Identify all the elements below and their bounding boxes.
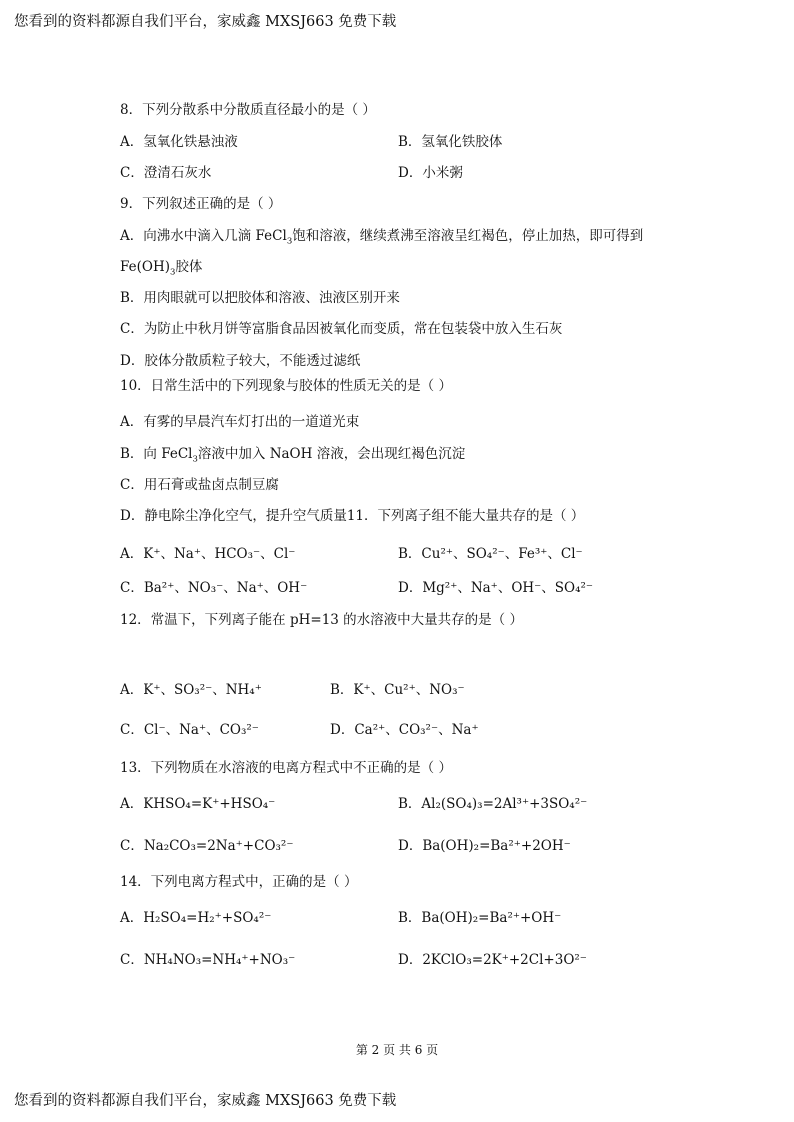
q12-option-b: B．K⁺、Cu²⁺、NO₃⁻ (330, 682, 465, 698)
page-number: 第 2 页 共 6 页 (355, 1043, 439, 1057)
q8-option-a: A．氢氧化铁悬浊液 (120, 134, 238, 150)
bottom-banner: 您看到的资料都源自我们平台，家威鑫 MXSJ663 免费下载 (14, 1093, 397, 1109)
q9-option-a2-pre: Fe(OH) (120, 259, 170, 275)
q10-option-b-sub: 3 (192, 454, 198, 465)
q13-option-c: C．Na₂CO₃=2Na⁺+CO₃²⁻ (120, 838, 294, 854)
q8-option-d: D．小米粥 (398, 165, 463, 181)
q10-option-b (120, 445, 465, 463)
q13-option-d: D．Ba(OH)₂=Ba²⁺+2OH⁻ (398, 838, 571, 854)
q14-option-b: B．Ba(OH)₂=Ba²⁺+OH⁻ (398, 910, 562, 926)
q9-stem: 9．下列叙述正确的是（ ） (120, 196, 282, 212)
q14-option-a: A．H₂SO₄=H₂⁺+SO₄²⁻ (120, 910, 272, 926)
q9-option-a-sub: 3 (286, 236, 293, 247)
q14-option-c: C．NH₄NO₃=NH₄⁺+NO₃⁻ (120, 952, 296, 968)
q10-option-c: C．用石膏或盐卤点制豆腐 (120, 477, 279, 493)
q11-option-d: D．Mg²⁺、Na⁺、OH⁻、SO₄²⁻ (398, 580, 594, 596)
q12-option-a: A．K⁺、SO₃²⁻、NH₄⁺ (120, 682, 262, 698)
q12-option-c: C．Cl⁻、Na⁺、CO₃²⁻ (120, 722, 259, 738)
q10-stem: 10．日常生活中的下列现象与胶体的性质无关的是（ ） (120, 378, 452, 394)
q9-option-a2-sub: 3 (170, 267, 176, 278)
q13-option-a: A．KHSO₄=K⁺+HSO₄⁻ (120, 796, 276, 812)
q9-option-d: D．胶体分散质粒子较大，不能透过滤纸 (120, 353, 361, 369)
q12-option-d: D．Ca²⁺、CO₃²⁻、Na⁺ (330, 722, 479, 738)
q9-option-c: C．为防止中秋月饼等富脂食品因被氧化而变质，常在包装袋中放入生石灰 (120, 321, 563, 337)
q10-option-b-pre: B．向 FeCl (120, 446, 193, 462)
q14-option-d: D．2KClO₃=2K⁺+2Cl+3O²⁻ (398, 952, 587, 968)
q9-option-a-pre: A．向沸水中滴入几滴 FeCl (120, 228, 287, 244)
q11-option-c: C．Ba²⁺、NO₃⁻、Na⁺、OH⁻ (120, 580, 308, 596)
q11-option-b: B．Cu²⁺、SO₄²⁻、Fe³⁺、Cl⁻ (398, 546, 583, 562)
q12-stem: 12．常温下，下列离子能在 pH=13 的水溶液中大量共存的是（ ） (120, 612, 523, 628)
q9-option-a (120, 227, 643, 245)
q11-option-a: A．K⁺、Na⁺、HCO₃⁻、Cl⁻ (120, 546, 296, 562)
q8-option-c: C．澄清石灰水 (120, 165, 212, 181)
q13-stem: 13．下列物质在水溶液的电离方程式中不正确的是（ ） (120, 760, 452, 776)
q9-option-a2-post: 胶体 (175, 259, 203, 275)
q9-option-b: B．用肉眼就可以把胶体和溶液、浊液区别开来 (120, 290, 400, 306)
q8-option-b: B．氢氧化铁胶体 (398, 134, 503, 150)
q10-option-b-post: 溶液中加入 NaOH 溶液，会出现红褐色沉淀 (197, 446, 466, 462)
q10-option-d-q11-stem: D．静电除尘净化空气，提升空气质量11．下列离子组不能大量共存的是（ ） (120, 508, 585, 524)
q8-stem: 8．下列分散系中分散质直径最小的是（ ） (120, 102, 376, 118)
q14-stem: 14．下列电离方程式中，正确的是（ ） (120, 874, 358, 890)
q10-option-a: A．有雾的早晨汽车灯打出的一道道光束 (120, 414, 360, 430)
q9-option-a-continued (120, 258, 202, 276)
q9-option-a-post: 饱和溶液，继续煮沸至溶液呈红褐色，停止加热，即可得到 (292, 228, 644, 244)
q13-option-b: B．Al₂(SO₄)₃=2Al³⁺+3SO₄²⁻ (398, 796, 588, 812)
top-banner: 您看到的资料都源自我们平台，家威鑫 MXSJ663 免费下载 (14, 14, 397, 30)
